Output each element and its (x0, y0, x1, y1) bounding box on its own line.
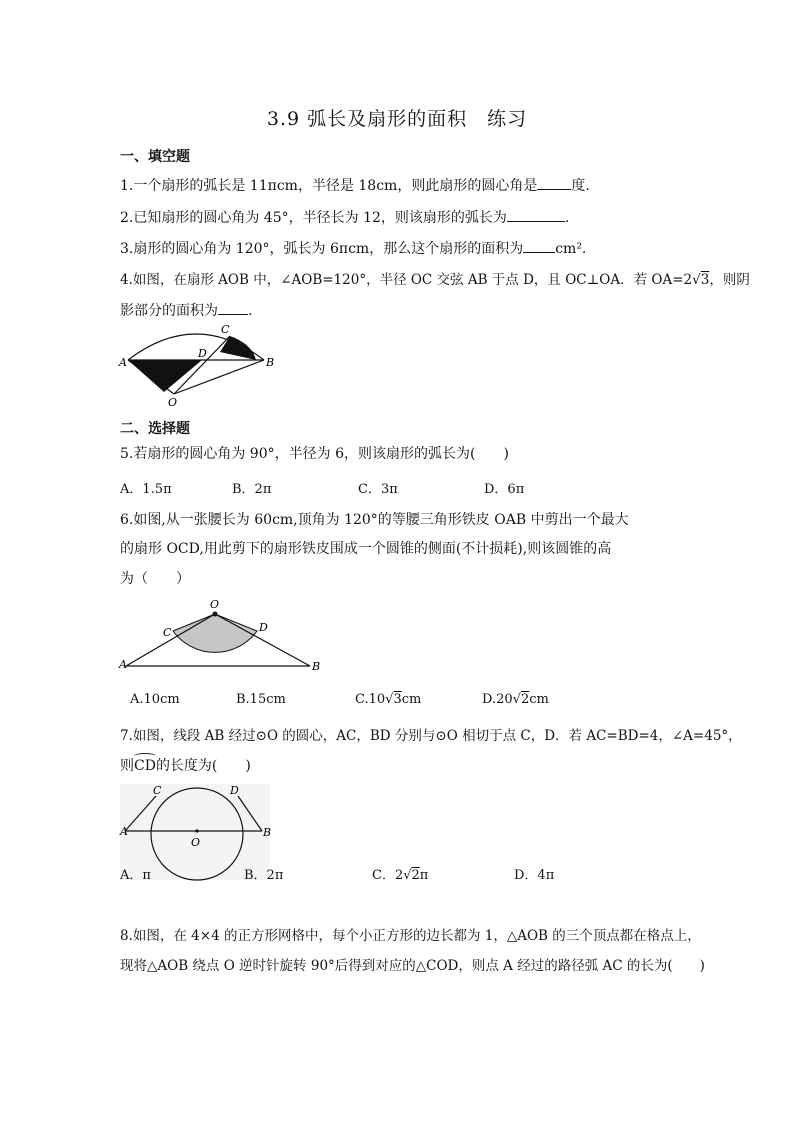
q7-text-end: 的长度为( ) (155, 758, 251, 774)
figure-q4-sector (116, 320, 276, 409)
question-7-line-2 (120, 756, 251, 776)
label-d: D (230, 784, 239, 797)
q7-option-a[interactable]: A．π (120, 868, 151, 883)
q4-text-end: ，则阴 (709, 272, 750, 288)
question-8-line-2: 现将△AOB 绕点 O 逆时针旋转 90°后得到对应的△COD，则点 A 经过的路径弧 AC 的长为( ) (120, 958, 705, 974)
label-a: A (119, 356, 127, 369)
label-b: B (263, 826, 272, 839)
label-d: D (259, 621, 268, 634)
q7-c-unit: π (419, 868, 429, 883)
label-c: C (153, 784, 162, 797)
q6-option-d[interactable]: D.20√2cm (482, 692, 549, 707)
q5-option-a[interactable]: A．1.5π (120, 482, 172, 497)
figure-q6-triangle (116, 596, 328, 676)
center-o (195, 829, 198, 832)
q6-option-c[interactable]: C.10√3cm (355, 692, 422, 707)
q3-text: 3.扇形的圆心角为 120°，弧长为 6πcm，那么这个扇形的面积为 (120, 241, 524, 257)
label-b: B (312, 660, 321, 673)
label-o: O (191, 836, 201, 849)
q7-text: 则 (120, 758, 134, 774)
q5-option-d[interactable]: D．6π (484, 482, 525, 497)
label-o: O (210, 598, 220, 611)
shaded-sector-ocd (173, 614, 257, 652)
q6-c-radicand: 3 (393, 692, 402, 707)
label-c: C (221, 323, 230, 336)
q6-option-b[interactable]: B.15cm (236, 692, 286, 707)
tangent-bd (238, 796, 262, 831)
q6-d-coef: D.20 (482, 692, 513, 707)
question-6-line-3: 为（ ） (120, 571, 190, 587)
q1-text: 1.一个扇形的弧长是 11πcm，半径是 18cm，则此扇形的圆心角是 (120, 178, 538, 194)
answer-blank[interactable] (537, 175, 571, 190)
label-c: C (163, 626, 172, 639)
q7-c-coef: C．2 (372, 868, 404, 883)
q6-d-radicand: 2 (520, 692, 530, 707)
q5-option-b[interactable]: B．2π (232, 482, 272, 497)
q5-option-c[interactable]: C．3π (358, 482, 398, 497)
q7-option-c[interactable]: C．2√2π (372, 868, 429, 883)
label-a: A (120, 825, 128, 838)
circle-o (151, 788, 243, 880)
section-choice: 二、选择题 (120, 421, 190, 437)
q7-option-d[interactable]: D．4π (514, 868, 555, 883)
question-3 (120, 238, 586, 259)
label-a: A (119, 658, 127, 671)
q1-tail: 度. (571, 178, 590, 194)
q6-c-unit: cm (401, 692, 422, 707)
question-8-line-1: 8.如图，在 4×4 的正方形网格中，每个小正方形的边长都为 1，△AOB 的三个顶点都在格点上， (120, 928, 701, 944)
q3-tail: cm². (555, 241, 587, 257)
arc-cd-symbol: CD (134, 758, 156, 774)
label-d: D (198, 347, 207, 360)
question-6-line-1: 6.如图,从一张腰长为 60cm,顶角为 120°的等腰三角形铁皮 OAB 中剪出一个最大 (120, 512, 629, 528)
shaded-region-right (220, 336, 256, 360)
q4-radicand: 3 (700, 272, 710, 288)
answer-blank[interactable] (523, 238, 555, 253)
point-o (213, 612, 218, 617)
question-2 (120, 207, 569, 228)
q6-option-a[interactable]: A.10cm (130, 692, 180, 707)
label-b: B (266, 356, 275, 369)
question-5: 5.若扇形的圆心角为 90°，半径为 6，则该扇形的弧长为( ) (120, 446, 509, 462)
q7-c-radicand: 2 (411, 868, 420, 883)
q7-option-b[interactable]: B．2π (244, 868, 284, 883)
q4-text-2: 影部分的面积为 (120, 303, 218, 319)
page-title: 3.9 弧长及扇形的面积 练习 (266, 108, 528, 130)
section-fill-blank: 一、填空题 (120, 149, 190, 165)
q4-tail: . (248, 303, 253, 319)
q4-text: 4.如图，在扇形 AOB 中，∠AOB=120°，半径 OC 交弦 AB 于点 D，且 OC⊥OA．若 OA=2 (120, 272, 693, 288)
question-7-line-1: 7.如图，线段 AB 经过⊙O 的圆心，AC，BD 分别与⊙O 相切于点 C，D．若 AC=BD=4，∠A=45°， (120, 728, 742, 744)
label-o: O (168, 396, 178, 409)
question-4-line-1: 4.如图，在扇形 AOB 中，∠AOB=120°，半径 OC 交弦 AB 于点 D，且 OC⊥OA．若 OA=2√3，则阴 (120, 272, 750, 288)
question-1 (120, 175, 590, 196)
question-6-line-2: 的扇形 OCD,用此剪下的扇形铁皮围成一个圆锥的侧面(不计损耗),则该圆锥的高 (120, 541, 612, 557)
question-4-line-2 (120, 300, 252, 321)
q2-tail: . (564, 210, 570, 226)
answer-blank[interactable] (218, 300, 248, 315)
answer-blank[interactable] (507, 207, 565, 222)
q6-d-unit: cm (529, 692, 549, 707)
q2-text: 2.已知扇形的圆心角为 45°，半径长为 12，则该扇形的弧长为 (120, 210, 507, 226)
q6-c-coef: C.10 (355, 692, 386, 707)
